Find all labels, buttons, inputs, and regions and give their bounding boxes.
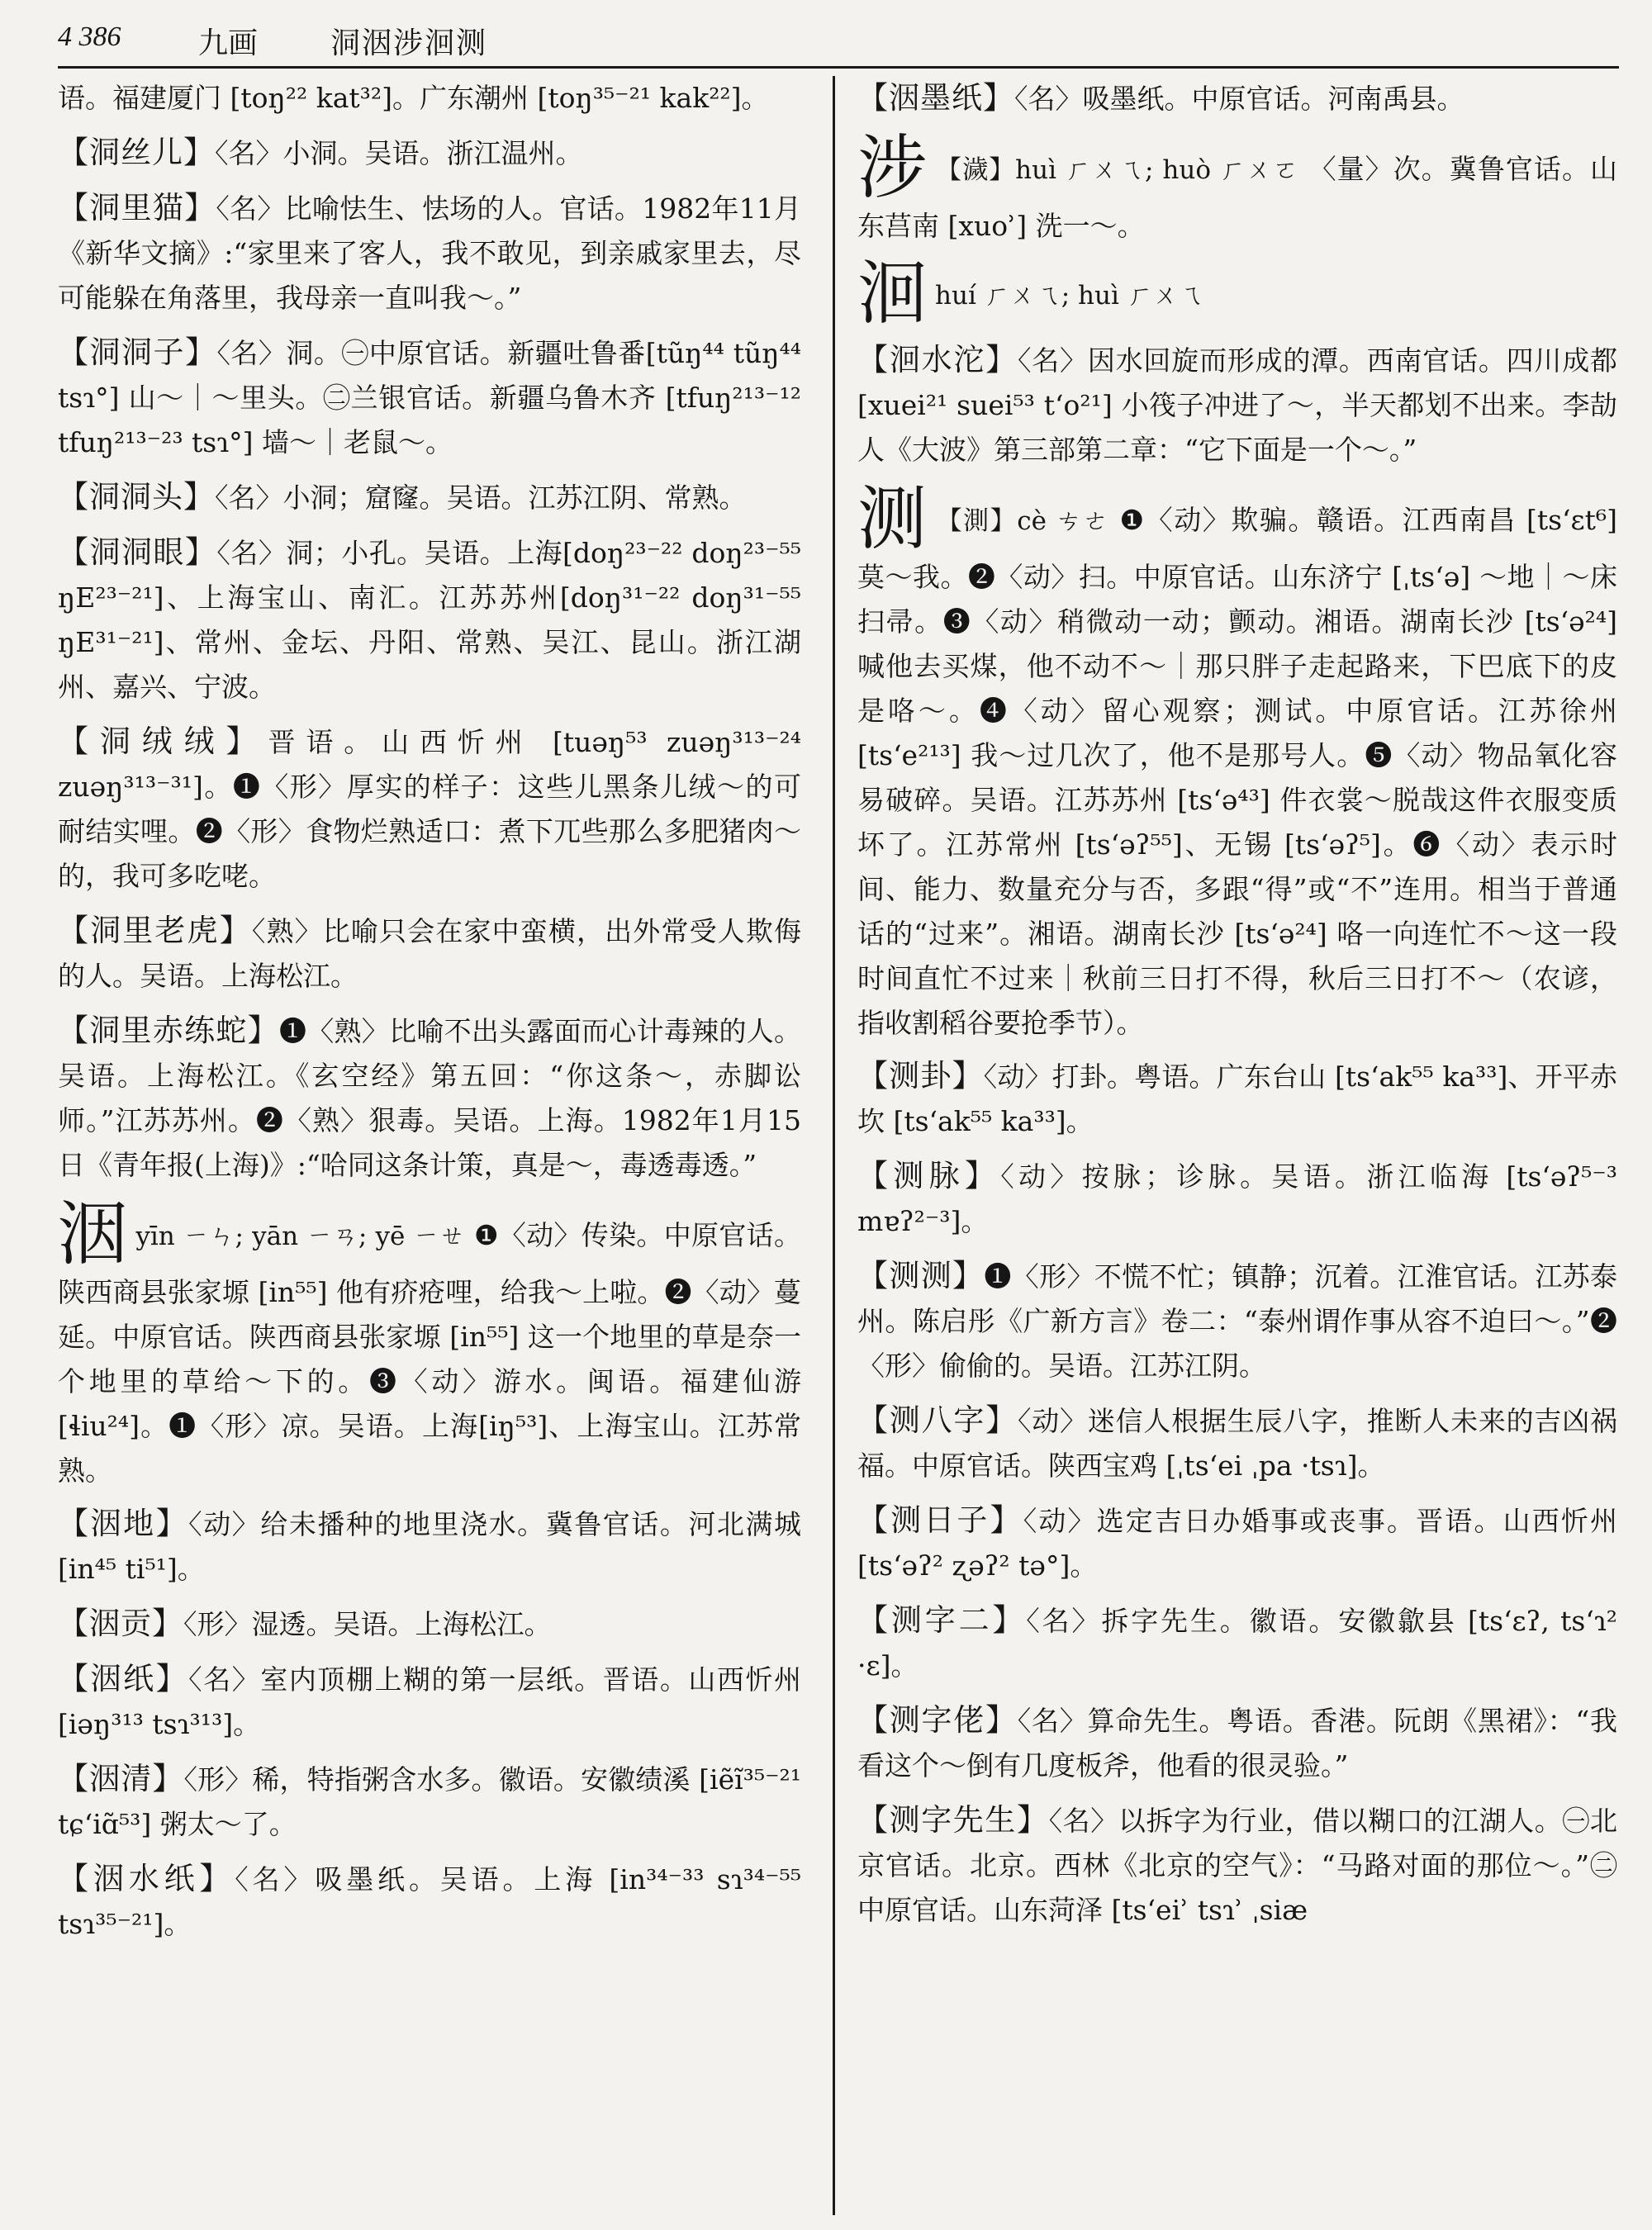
entry-definition: 晋语。山西忻州 [tuəŋ⁵³ zuəŋ³¹³⁻²⁴ zuəŋ³¹³⁻³¹]。❶〈形〉厚实的样子：这些儿黑条儿绒～的可耐结实哩。❷〈形〉食物烂熟适口：煮下兀些那么多肥猪肉～的，我可多吃咾。 bbox=[58, 726, 801, 892]
dictionary-entry bbox=[857, 1798, 1617, 1933]
entry-definition: 〈名〉吸墨纸。中原官话。河南禹县。 bbox=[1014, 83, 1464, 115]
dictionary-entry bbox=[58, 1008, 801, 1188]
entry-headword: 【洞里猫】 bbox=[58, 190, 216, 225]
entry-headword: 【测日子】 bbox=[857, 1502, 1023, 1538]
entry-headword: 【洞洞子】 bbox=[58, 334, 217, 370]
entry-definition: 〈名〉因水回旋而形成的潭。西南官话。四川成都 [xuei²¹ suei⁵³ tʻo²¹] 小筏子冲进了～，半天都划不出来。李劼人《大波》第三部第二章：“它下面是一个～。” bbox=[857, 344, 1617, 466]
entry-headword: 【洇地】 bbox=[58, 1506, 189, 1541]
entry-definition: ❶〈形〉不慌不忙；镇静；沉着。江淮官话。江苏泰州。陈启彤《广新方言》卷二：“泰州谓作事从容不迫曰～。”❷〈形〉偷偷的。吴语。江苏江阴。 bbox=[857, 1260, 1617, 1382]
dictionary-entry bbox=[58, 1757, 801, 1847]
dictionary-entry bbox=[857, 1498, 1617, 1588]
dictionary-entry bbox=[857, 1698, 1617, 1788]
entry-headword: 【洇清】 bbox=[58, 1761, 184, 1796]
entry-definition: 〈动〉迷信人根据生辰八字，推断人未来的吉凶祸福。中原官话。陕西宝鸡 [ˌtsʻei ˌpa ·tsɿ]。 bbox=[857, 1405, 1617, 1482]
entry-definition: 〈名〉小洞。吴语。浙江温州。 bbox=[215, 137, 583, 169]
dictionary-entry bbox=[857, 338, 1617, 472]
entry-headword: 【洇墨纸】 bbox=[857, 80, 1014, 116]
right-column bbox=[857, 76, 1617, 2207]
entry-definition: 〈名〉以拆字为行业，借以糊口的江湖人。㊀北京官话。北京。西林《北京的空气》：“马路对面的那位～。”㊁中原官话。山东菏泽 [tsʻeiʾ tsɿʾ ˌsiæ bbox=[857, 1805, 1617, 1926]
dictionary-entry bbox=[58, 330, 801, 465]
entry-headword: 【测字先生】 bbox=[857, 1802, 1049, 1838]
dictionary-entry bbox=[58, 186, 801, 320]
entry-definition: 〈形〉湿透。吴语。上海松江。 bbox=[183, 1608, 552, 1640]
entry-pronunciation: yīn ㄧㄣ; yān ㄧㄢ; yē ㄧㄝ bbox=[135, 1222, 466, 1251]
entry-definition: 语。福建厦门 [toŋ²² kat³²]。广东潮州 [toŋ³⁵⁻²¹ kak²²]。 bbox=[58, 82, 769, 114]
header-rule bbox=[58, 66, 1619, 69]
entry-definition: 〈熟〉比喻只会在家中蛮横，出外常受人欺侮的人。吴语。上海松江。 bbox=[58, 915, 801, 992]
dictionary-entry bbox=[58, 475, 801, 520]
dictionary-entry bbox=[58, 1657, 801, 1747]
entry-pronunciation: 【測】cè ㄘㄜ bbox=[936, 506, 1110, 536]
entry-headword: 【洞丝儿】 bbox=[58, 135, 215, 170]
entry-definition: 〈名〉洞；小孔。吴语。上海[doŋ²³⁻²² doŋ²³⁻⁵⁵ ŋE²³⁻²¹]、上海宝山、南汇。江苏苏州[doŋ³¹⁻²² doŋ³¹⁻⁵⁵ ŋE³¹⁻²¹]、常州、金坛、丹阳、常熟、吴江、昆山。浙江湖州、嘉兴、宁波。 bbox=[58, 537, 801, 703]
dictionary-entry bbox=[58, 530, 801, 709]
entry-headword: 【洞洞头】 bbox=[58, 479, 215, 515]
dictionary-entry bbox=[58, 1601, 801, 1647]
entry-definition: 〈名〉小洞；窟窿。吴语。江苏江阴、常熟。 bbox=[215, 482, 747, 514]
dictionary-entry bbox=[857, 1398, 1617, 1488]
entry-character: 涉 bbox=[857, 127, 928, 208]
dictionary-entry bbox=[58, 130, 801, 176]
dictionary-entry bbox=[857, 1598, 1617, 1688]
entry-headword: 【洞里赤练蛇】 bbox=[58, 1013, 279, 1048]
left-column bbox=[58, 76, 801, 2207]
entry-definition: 〈动〉给未播种的地里浇水。冀鲁官话。河北满城 [in⁴⁵ ti⁵¹]。 bbox=[58, 1508, 801, 1585]
character-entry bbox=[857, 253, 1617, 334]
entry-definition: 〈名〉算命先生。粤语。香港。阮朗《黑裙》：“我看这个～倒有几度板斧，他看的很灵验。” bbox=[857, 1705, 1617, 1782]
entry-definition: 〈量〉次。冀鲁官话。山东莒南 [xuoʾ] 洗一～。 bbox=[857, 153, 1617, 242]
column-divider bbox=[833, 76, 835, 2215]
page-head-characters: 洞洇涉洄测 bbox=[330, 26, 488, 60]
entry-definition: 〈动〉打卦。粤语。广东台山 [tsʻak⁵⁵ ka³³]、开平赤坎 [tsʻak⁵⁵ ka³³]。 bbox=[857, 1060, 1617, 1137]
character-entry bbox=[857, 478, 1617, 1046]
character-entry bbox=[857, 127, 1617, 249]
dictionary-entry bbox=[857, 1054, 1617, 1144]
entry-headword: 【洇纸】 bbox=[58, 1661, 189, 1696]
page-number: 4 386 bbox=[58, 21, 121, 52]
entry-character: 测 bbox=[857, 478, 928, 559]
dictionary-entry bbox=[857, 76, 1617, 121]
entry-headword: 【测字二】 bbox=[857, 1602, 1027, 1638]
entry-definition: 〈名〉拆字先生。徽语。安徽歙县 [tsʻɛʔ, tsʻɿ² ·ɛ]。 bbox=[857, 1605, 1617, 1682]
entry-headword: 【洇水纸】 bbox=[58, 1861, 235, 1896]
dictionary-entry bbox=[857, 1154, 1617, 1244]
dictionary-entry bbox=[58, 76, 801, 121]
entry-definition: 〈名〉比喻怯生、怯场的人。官话。1982年11月《新华文摘》:“家里来了客人，我不敢见，到亲戚家里去，尽可能躲在角落里，我母亲一直叫我～。” bbox=[58, 192, 801, 314]
entry-pronunciation: 【濊】huì ㄏㄨㄟ; huò ㄏㄨㄛ bbox=[936, 155, 1300, 185]
entry-headword: 【洞绒绒】 bbox=[58, 724, 268, 759]
character-entry bbox=[58, 1193, 801, 1493]
entry-definition: 〈形〉稀，特指粥含水多。徽语。安徽绩溪 [iẽĩ³⁵⁻²¹ tɕʻiɑ̃⁵³] 粥太～了。 bbox=[58, 1763, 801, 1840]
entry-pronunciation: huí ㄏㄨㄟ; huì ㄏㄨㄟ bbox=[935, 281, 1204, 311]
chapter-label: 九画 bbox=[198, 26, 259, 60]
dictionary-entry bbox=[58, 909, 801, 999]
entry-definition: ❶〈动〉传染。中原官话。陕西商县张家塬 [in⁵⁵] 他有疥疮哩，给我～上啦。❷〈动〉蔓延。中原官话。陕西商县张家塬 [in⁵⁵] 这一个地里的草是奈一个地里的草给～下的。❸〈动〉游水。闽语。福建仙游 [ɬiu²⁴]。❶〈形〉凉。吴语。上海[iŋ⁵³]、上海宝山。江苏常熟。 bbox=[58, 1219, 801, 1487]
dictionary-entry bbox=[857, 1254, 1617, 1388]
entry-definition: 〈名〉吸墨纸。吴语。上海 [in³⁴⁻³³ sɿ³⁴⁻⁵⁵ tsɿ³⁵⁻²¹]。 bbox=[58, 1863, 801, 1940]
page-header bbox=[58, 15, 1619, 63]
entry-headword: 【洄水沱】 bbox=[857, 342, 1018, 377]
dictionary-entry bbox=[58, 719, 801, 899]
dictionary-entry bbox=[58, 1502, 801, 1592]
entry-headword: 【测八字】 bbox=[857, 1402, 1018, 1438]
entry-character: 洇 bbox=[58, 1193, 128, 1274]
entry-headword: 【测测】 bbox=[857, 1258, 985, 1293]
dictionary-entry bbox=[58, 1857, 801, 1947]
entry-character: 洄 bbox=[857, 253, 928, 334]
entry-headword: 【洞洞眼】 bbox=[58, 534, 217, 570]
entry-headword: 【洞里老虎】 bbox=[58, 913, 252, 948]
entry-definition: 〈动〉按脉；诊脉。吴语。浙江临海 [tsʻəʔ⁵⁻³ mɐʔ²⁻³]。 bbox=[857, 1160, 1617, 1237]
entry-headword: 【测字佬】 bbox=[857, 1702, 1018, 1738]
entry-definition: 〈动〉选定吉日办婚事或丧事。晋语。山西忻州 [tsʻəʔ² ʐəʔ² tə°]。 bbox=[857, 1505, 1617, 1582]
entry-headword: 【测脉】 bbox=[857, 1158, 1001, 1193]
entry-definition: 〈名〉室内顶棚上糊的第一层纸。晋语。山西忻州 [iəŋ³¹³ tsɿ³¹³]。 bbox=[58, 1663, 801, 1740]
entry-headword: 【测卦】 bbox=[857, 1058, 984, 1094]
entry-definition: ❶〈熟〉比喻不出头露面而心计毒辣的人。吴语。上海松江。《玄空经》第五回：“你这条～，赤脚讼师。”江苏苏州。❷〈熟〉狠毒。吴语。上海。1982年1月15日《青年报(上海)》:“哈同这条计策，真是～，毒透毒透。” bbox=[58, 1015, 801, 1181]
entry-definition: 〈名〉洞。㊀中原官话。新疆吐鲁番[tũŋ⁴⁴ tũŋ⁴⁴ tsɿ°] 山～｜～里头。㊁兰银官话。新疆乌鲁木齐 [tfuŋ²¹³⁻¹² tfuŋ²¹³⁻²³ tsɿ°] 墙～｜老鼠～。 bbox=[58, 337, 801, 458]
entry-headword: 【洇贡】 bbox=[58, 1606, 183, 1641]
entry-definition: ❶〈动〉欺骗。赣语。江西南昌 [tsʻɛt⁶] 莫～我。❷〈动〉扫。中原官话。山东济宁 [ˌtsʻə] ～地｜～床扫帚。❸〈动〉稍微动一动；颤动。湘语。湖南长沙 [tsʻə²⁴] 喊他去买煤，他不动不～｜那只胖子走起路来，下巴底下的皮是咯～。❹〈动〉留心观察；测试。中原官话。江苏徐州 [tsʻe²¹³] 我～过几次了，他不是那号人。❺〈动〉物品氧化容易破碎。吴语。江苏苏州 [tsʻə⁴³] 件衣裳～脱哉这件衣服变质坏了。江苏常州 [tsʻəʔ⁵⁵]、无锡 [tsʻəʔ⁵]。❻〈动〉表示时间、能力、数量充分与否，多跟“得”或“不”连用。相当于普通话的“过来”。湘语。湖南长沙 [tsʻə²⁴] 咯一向连忙不～这一段时间直忙不过来｜秋前三日打不得，秋后三日打不～（农谚，指收割稻谷要抢季节）。 bbox=[857, 504, 1617, 1039]
